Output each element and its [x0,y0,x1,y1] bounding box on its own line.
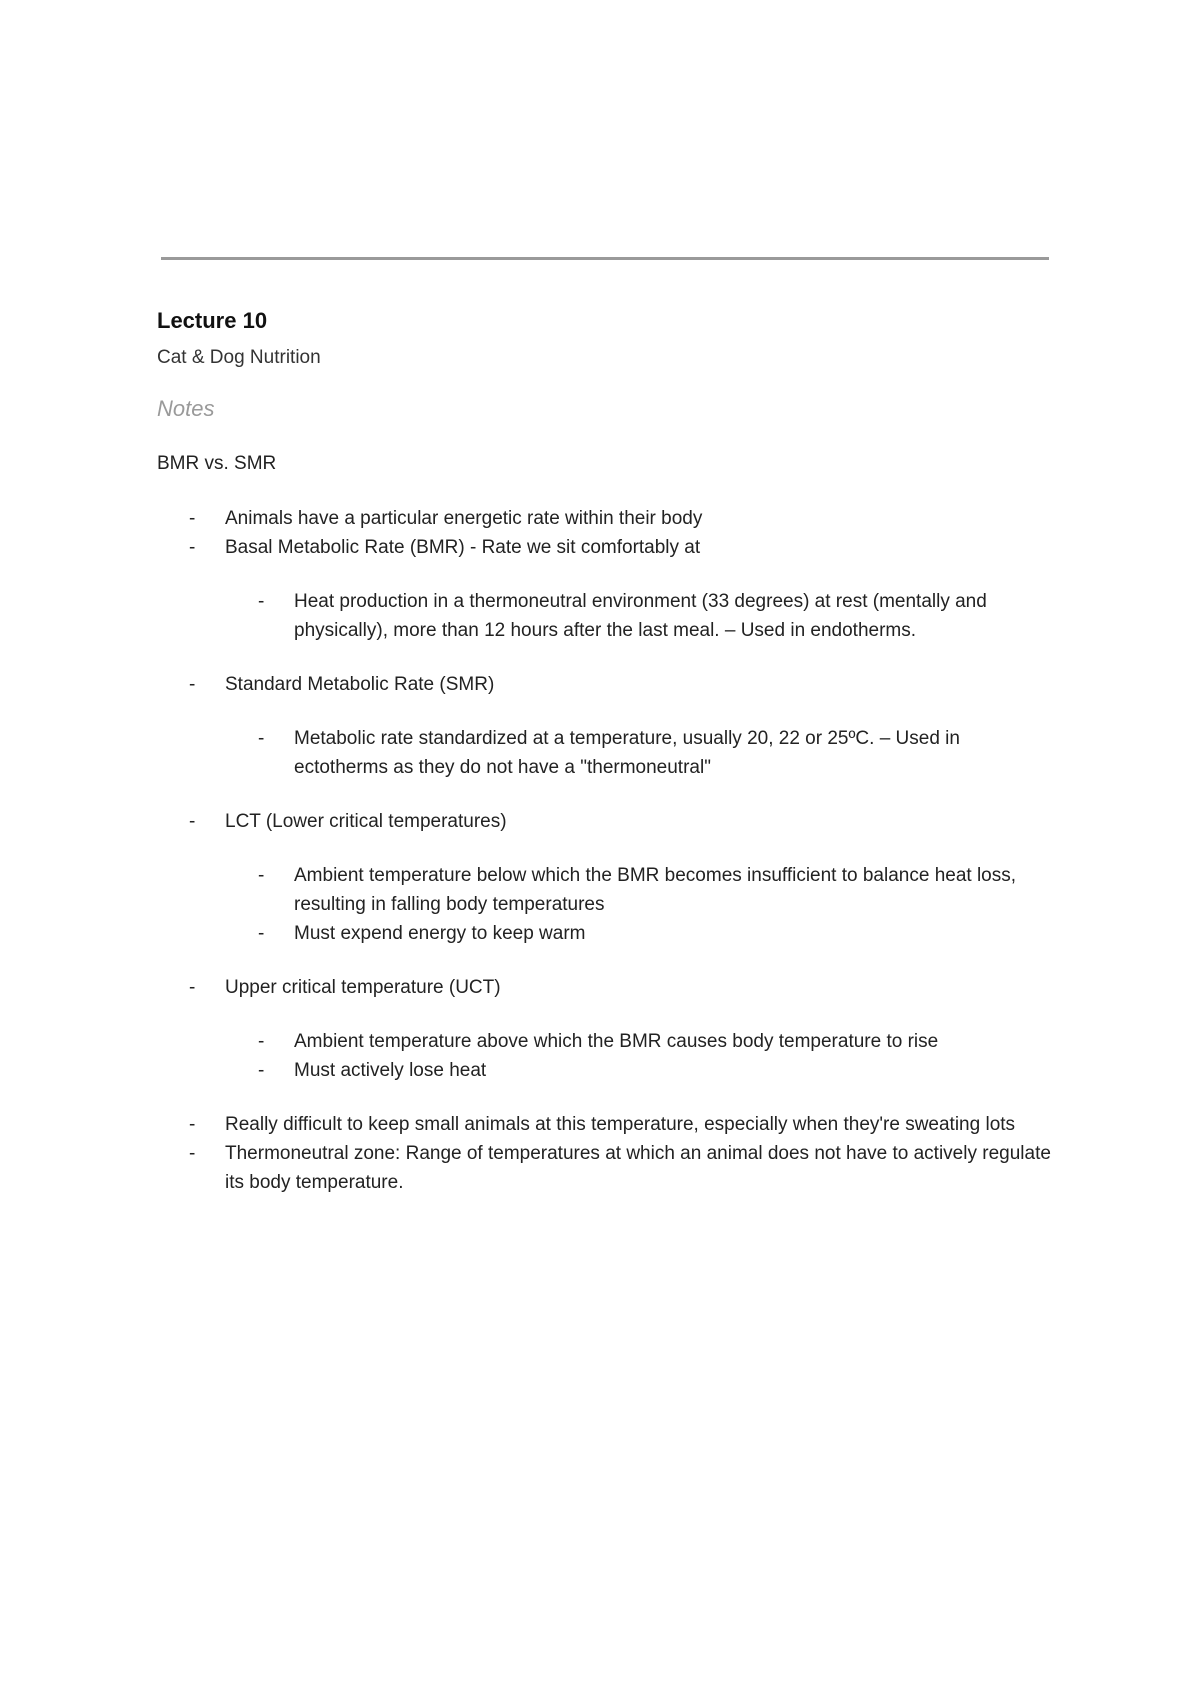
lecture-title: Lecture 10 [157,308,268,333]
list-item [258,919,1057,948]
notes-list [157,504,1057,1197]
bullet-dash: - [189,977,196,998]
list-item [189,670,1057,699]
bullet-dash: - [258,1060,265,1081]
bullet-dash: - [189,674,196,695]
bullet-dash: - [189,1114,196,1135]
list-item [189,1139,1057,1197]
list-item-text: Upper critical temperature (UCT) [225,977,501,998]
bullet-dash: - [258,1031,265,1052]
lecture-subtitle: Cat & Dog Nutrition [157,347,321,368]
bullet-dash: - [258,923,265,944]
list-item [189,504,1057,533]
bullet-dash: - [258,728,265,749]
list-item-text: Metabolic rate standardized at a temperature, usually 20, 22 or 25ºC. – Used in ectotherms as they do not have a "thermoneutral" [294,728,960,778]
list-item [189,1110,1057,1139]
bullet-dash: - [258,591,265,612]
list-item-text: Basal Metabolic Rate (BMR) - Rate we sit comfortably at [225,537,701,558]
bullet-dash: - [189,508,196,529]
list-item-text: Must actively lose heat [294,1060,487,1081]
list-item [258,1056,1057,1085]
list-item [258,724,1057,782]
list-item-text: Animals have a particular energetic rate within their body [225,508,703,529]
list-item-text: Ambient temperature above which the BMR causes body temperature to rise [294,1031,939,1052]
list-item [189,973,1057,1002]
list-item [189,533,1057,562]
list-item-text: Really difficult to keep small animals at this temperature, especially when they're sweating lots [225,1114,1016,1135]
list-item [258,587,1057,645]
bullet-dash: - [258,865,265,886]
bullet-dash: - [189,811,196,832]
bullet-dash: - [189,537,196,558]
notes-label: Notes [157,396,215,421]
list-item-text: Ambient temperature below which the BMR becomes insufficient to balance heat loss, resulting in falling body temperatures [294,865,1017,915]
list-item [258,1027,1057,1056]
horizontal-rule [161,257,1049,260]
list-item-text: LCT (Lower critical temperatures) [225,811,507,832]
section-heading: BMR vs. SMR [157,453,277,474]
bullet-dash: - [189,1143,196,1164]
list-item-text: Thermoneutral zone: Range of temperatures at which an animal does not have to actively regulate its body temperature. [225,1143,1051,1193]
list-item [258,861,1057,919]
document-content [157,306,1057,1197]
list-item-text: Standard Metabolic Rate (SMR) [225,674,495,695]
list-item-text: Heat production in a thermoneutral environment (33 degrees) at rest (mentally and physically), more than 12 hours after the last meal. – Used in endotherms. [294,591,987,641]
list-item-text: Must expend energy to keep warm [294,923,586,944]
list-item [189,807,1057,836]
